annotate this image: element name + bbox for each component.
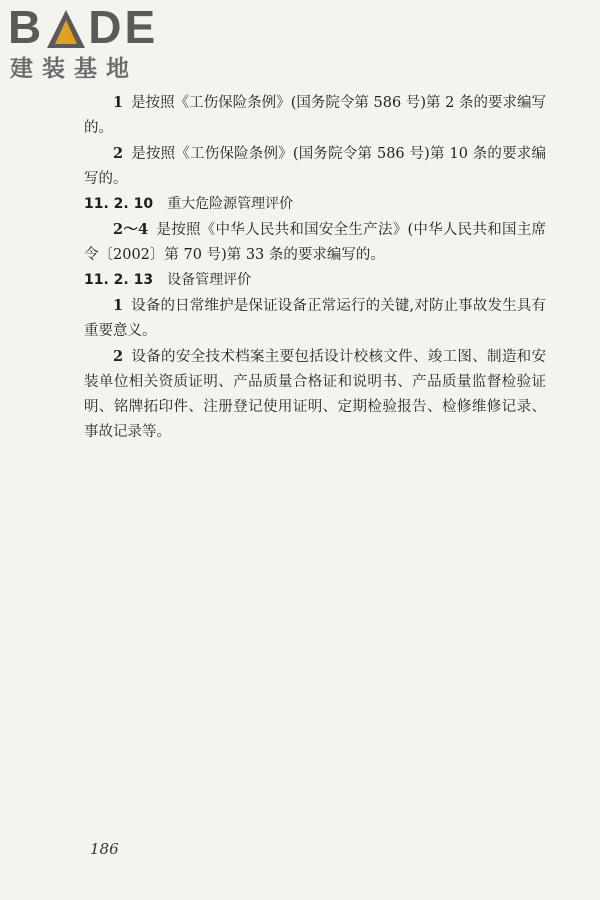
section-heading: [84, 268, 546, 293]
body-paragraph: [84, 90, 546, 141]
item-number: 1: [113, 297, 124, 314]
body-paragraph: [84, 217, 546, 268]
section-number: 11. 2. 13: [84, 272, 154, 288]
paragraph-text: 设备的日常维护是保证设备正常运行的关键,对防止事故发生具有重要意义。: [84, 298, 546, 339]
item-number: 1: [113, 94, 124, 111]
section-number: 11. 2. 10: [84, 196, 154, 212]
paragraph-text: 是按照《中华人民共和国安全生产法》(中华人民共和国主席令〔2002〕第 70 号)第 33 条的要求编写的。: [84, 222, 547, 263]
item-number: 2: [113, 145, 124, 162]
section-title: 重大危险源管理评价: [167, 196, 294, 212]
item-number: 2: [113, 348, 124, 365]
body-paragraph: [84, 141, 546, 192]
site-logo: [8, 1, 178, 86]
body-paragraph: [84, 293, 546, 344]
document-body: [84, 90, 546, 445]
item-number: 2～4: [113, 221, 149, 238]
page-number: 186: [90, 840, 119, 858]
paragraph-text: 是按照《工伤保险条例》(国务院令第 586 号)第 2 条的要求编写的。: [84, 95, 546, 136]
logo-word-start: B: [8, 1, 45, 53]
logo-word-end: DE: [88, 1, 159, 53]
paragraph-text: 是按照《工伤保险条例》(国务院令第 586 号)第 10 条的要求编写的。: [84, 146, 546, 187]
section-title: 设备管理评价: [167, 272, 252, 288]
body-paragraph: [84, 344, 546, 445]
section-heading: [84, 192, 546, 217]
logo-subtitle: 建装基地: [10, 56, 138, 82]
logo-a-triangle-icon: [47, 10, 85, 48]
paragraph-text: 设备的安全技术档案主要包括设计校核文件、竣工图、制造和安装单位相关资质证明、产品质量合格证和说明书、产品质量监督检验证明、铭牌拓印件、注册登记使用证明、定期检验报告、检修维修记录、事故记录等。: [84, 349, 546, 440]
